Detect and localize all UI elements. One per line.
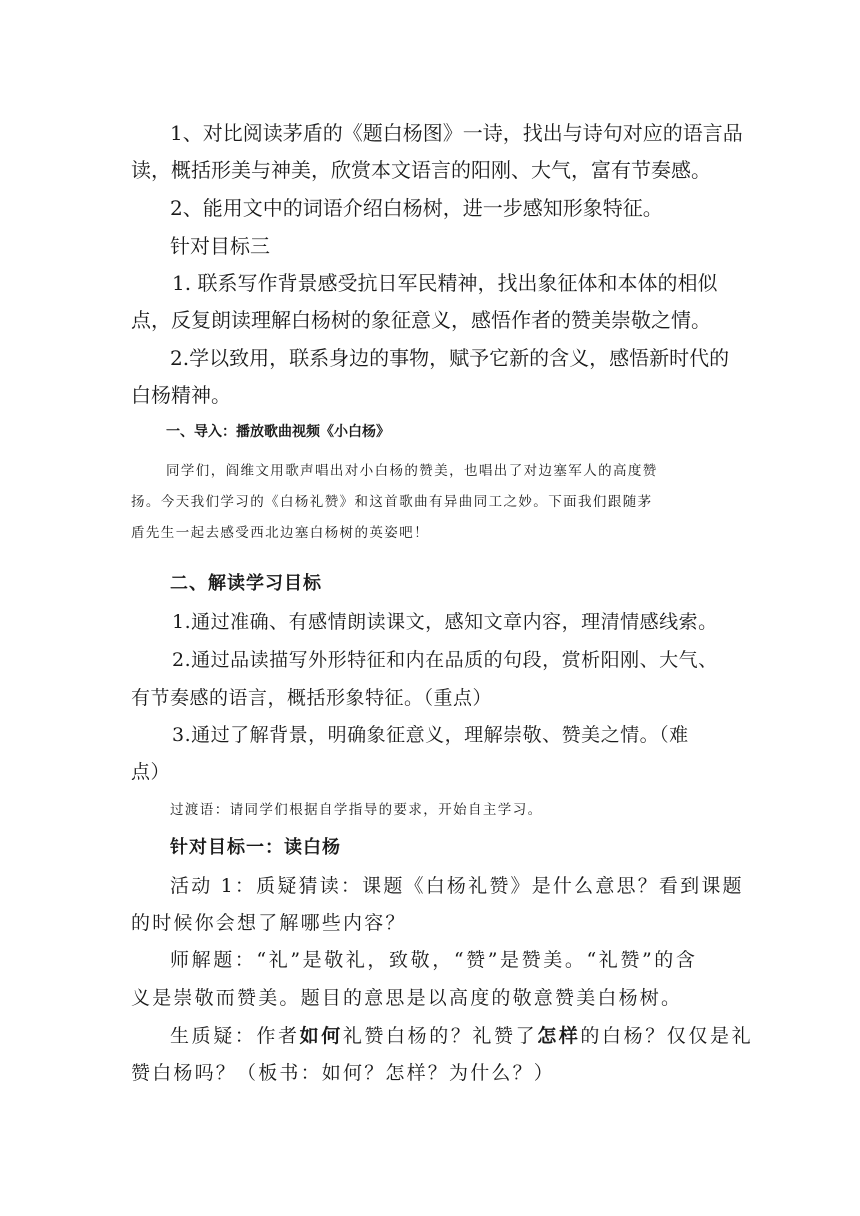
- activity-1-line-1: 活动 1：质疑猜读：课题《白杨礼赞》是什么意思？看到课题: [170, 875, 744, 897]
- target-three-heading: 针对目标三: [170, 234, 270, 258]
- goal-3-line-2: 点）: [131, 761, 171, 783]
- target-three-item-1-line-1: 1. 联系写作背景感受抗日军民精神，找出象征体和本体的相似: [172, 271, 718, 295]
- emphasis-how: 如何: [299, 1025, 343, 1047]
- student-question-text-a: 生质疑：作者: [170, 1025, 300, 1047]
- target-one-heading: 针对目标一：读白杨: [170, 837, 341, 858]
- goal-1: 1.通过准确、有感情朗读课文，感知文章内容，理清情感线索。: [172, 611, 718, 633]
- objective-2-line-2: 读，概括形美与神美，欣赏本文语言的阳刚、大气，富有节奏感。: [131, 158, 711, 182]
- teacher-explain-line-1: 师解题：“礼”是敬礼，致敬，“赞”是赞美。“礼赞”的含: [170, 949, 698, 971]
- target-three-item-2-line-2: 白杨精神。: [131, 383, 231, 407]
- goal-3-line-1: 3.通过了解背景，明确象征意义，理解崇敬、赞美之情。（难: [172, 724, 689, 746]
- goal-2-line-2: 有节奏感的语言，概括形象特征。（重点）: [131, 687, 493, 709]
- teacher-explain-line-2: 义是崇敬而赞美。题目的意思是以高度的敬意赞美白杨树。: [131, 987, 683, 1009]
- student-question-line-1: [170, 1021, 753, 1048]
- goal-2-line-1: 2.通过品读描写外形特征和内在品质的句段，赏析阳刚、大气、: [172, 649, 718, 671]
- student-question-text-c: 礼赞白杨的？礼赞了: [342, 1025, 538, 1047]
- objective-2-line-1: 1、对比阅读茅盾的《题白杨图》一诗，找出与诗句对应的语言品: [170, 121, 743, 145]
- target-three-item-2-line-1: 2.学以致用，联系身边的事物，赋予它新的含义，感悟新时代的: [170, 346, 730, 370]
- intro-line-1: 同学们，阎维文用歌声唱出对小白杨的赞美，也唱出了对边塞军人的高度赞: [166, 463, 658, 479]
- intro-line-3: 盾先生一起去感受西北边塞白杨树的英姿吧！: [131, 525, 429, 541]
- section-heading-intro: 一、导入：播放歌曲视频《小白杨》: [166, 424, 390, 440]
- student-question-line-2: 赞白杨吗？（板书：如何？怎样？为什么？）: [131, 1062, 556, 1084]
- objective-2-item-2: 2、能用文中的词语介绍白杨树，进一步感知形象特征。: [170, 196, 663, 220]
- emphasis-what-kind: 怎样: [537, 1025, 581, 1047]
- target-three-item-1-line-2: 点，反复朗读理解白杨树的象征意义，感悟作者的赞美崇敬之情。: [131, 308, 711, 332]
- intro-line-2: 扬。今天我们学习的《白杨礼赞》和这首歌曲有异曲同工之妙。下面我们跟随茅: [131, 494, 653, 510]
- student-question-text-e: 的白杨？仅仅是礼: [580, 1025, 754, 1047]
- section-heading-goals: 二、解读学习目标: [170, 573, 322, 594]
- activity-1-line-2: 的时候你会想了解哪些内容？: [131, 912, 407, 934]
- transition-text: 过渡语：请同学们根据自学指导的要求，开始自主学习。: [170, 802, 543, 818]
